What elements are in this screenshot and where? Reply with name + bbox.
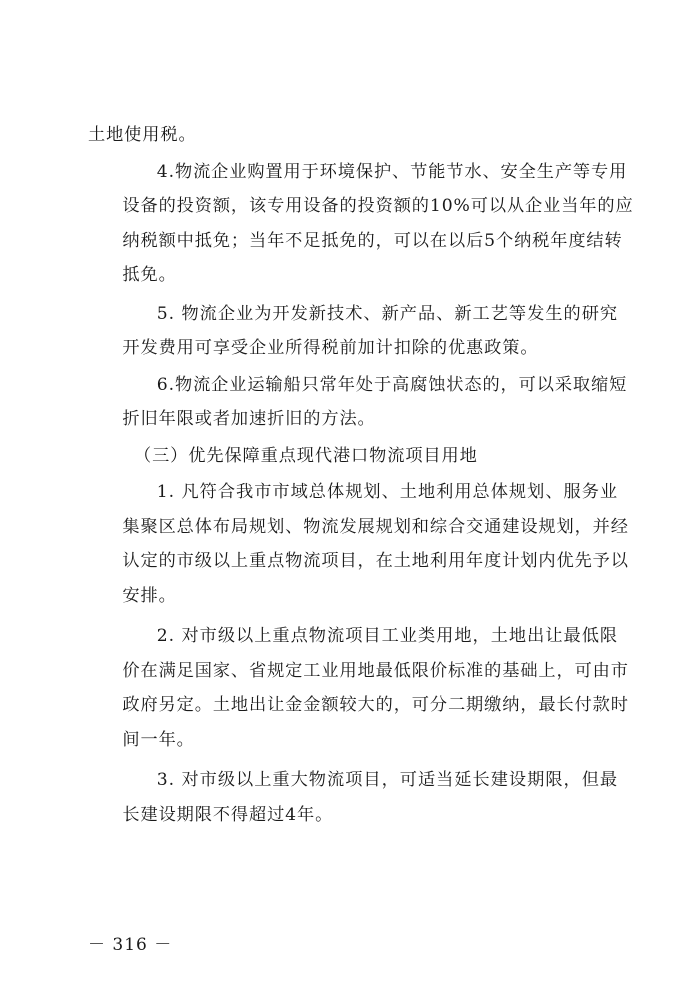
paragraph-item-4 <box>88 155 634 293</box>
page-number: － 316 － <box>88 935 173 955</box>
text-line: 3. 对市级以上重大物流项目，可适当延长建设期限，但最 <box>156 770 618 790</box>
text-line: 设备的投资额，该专用设备的投资额的10%可以从企业当年的应 <box>122 196 634 216</box>
text-line: 1. 凡符合我市市域总体规划、土地利用总体规划、服务业 <box>156 482 618 502</box>
text-line: 开发费用可享受企业所得税前加计扣除的优惠政策。 <box>122 338 539 358</box>
text-line: 集聚区总体布局规划、物流发展规划和综合交通建设规划，并经 <box>122 516 629 537</box>
document-body <box>88 118 634 832</box>
text-line: 5. 物流企业为开发新技术、新产品、新工艺等发生的研究 <box>156 303 618 324</box>
text-line: 纳税额中抵免；当年不足抵免的，可以在以后5个纳税年度结转 <box>122 230 623 251</box>
paragraph-land-1 <box>88 475 629 613</box>
text-line: 抵免。 <box>122 265 177 285</box>
text-line: 安排。 <box>122 585 177 606</box>
text-line: 长建设期限不得超过4年。 <box>122 804 334 825</box>
text-line: 政府另定。土地出让金金额较大的，可分二期缴纳，最长付款时 <box>122 695 629 715</box>
section-heading <box>88 439 618 474</box>
paragraph-item-5 <box>88 297 618 366</box>
text-line: 折旧年限或者加速折旧的方法。 <box>122 409 376 429</box>
paragraph-continuation <box>88 118 618 153</box>
text-line: 6.物流企业运输船只常年处于高腐蚀状态的，可以采取缩短 <box>156 374 628 395</box>
text-line: 土地使用税。 <box>88 125 197 145</box>
paragraph-land-2 <box>88 619 629 757</box>
text-line: 认定的市级以上重点物流项目，在土地利用年度计划内优先予以 <box>122 551 629 571</box>
text-line: 2. 对市级以上重点物流项目工业类用地，土地出让最低限 <box>156 626 618 646</box>
heading-text: （三）优先保障重点现代港口物流项目用地 <box>134 445 478 466</box>
text-line: 间一年。 <box>122 729 195 750</box>
paragraph-land-3 <box>88 763 618 832</box>
text-line: 4.物流企业购置用于环境保护、节能节水、安全生产等专用 <box>156 161 628 182</box>
paragraph-item-6 <box>88 368 628 437</box>
text-line: 价在满足国家、省规定工业用地最低限价标准的基础上，可由市 <box>122 660 629 681</box>
